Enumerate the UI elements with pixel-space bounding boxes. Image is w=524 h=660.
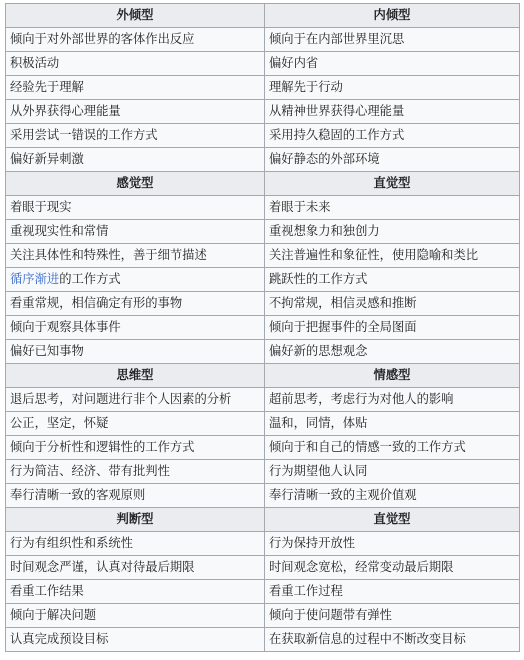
table-cell-right: 偏好静态的外部环境 bbox=[265, 148, 520, 172]
table-row bbox=[6, 292, 520, 316]
column-header-left: 判断型 bbox=[6, 508, 265, 532]
table-cell-right: 行为期望他人认同 bbox=[265, 460, 520, 484]
table-row bbox=[6, 340, 520, 364]
table-row bbox=[6, 484, 520, 508]
table-row bbox=[6, 532, 520, 556]
section-header-row bbox=[6, 172, 520, 196]
table-row bbox=[6, 460, 520, 484]
table-cell-left: 偏好新异刺激 bbox=[6, 148, 265, 172]
table-cell-right: 奉行清晰一致的主观价值观 bbox=[265, 484, 520, 508]
table-cell-right: 着眼于未来 bbox=[265, 196, 520, 220]
table-cell-left: 奉行清晰一致的客观原则 bbox=[6, 484, 265, 508]
table-cell-right: 偏好新的思想观念 bbox=[265, 340, 520, 364]
table-cell-left: 倾向于分析性和逻辑性的工作方式 bbox=[6, 436, 265, 460]
table-cell-left: 认真完成预设目标 bbox=[6, 628, 265, 652]
table-cell-left bbox=[6, 268, 265, 292]
column-header-right: 直觉型 bbox=[265, 508, 520, 532]
table-row bbox=[6, 604, 520, 628]
column-header-right: 内倾型 bbox=[265, 4, 520, 28]
table-cell-left: 公正，坚定，怀疑 bbox=[6, 412, 265, 436]
table-row bbox=[6, 76, 520, 100]
wiki-link[interactable]: 循序渐进 bbox=[10, 272, 60, 286]
table-cell-right: 时间观念宽松，经常变动最后期限 bbox=[265, 556, 520, 580]
table-cell-left: 偏好已知事物 bbox=[6, 340, 265, 364]
table-cell-left: 行为有组织性和系统性 bbox=[6, 532, 265, 556]
column-header-left: 感觉型 bbox=[6, 172, 265, 196]
table-cell-right: 不拘常规，相信灵感和推断 bbox=[265, 292, 520, 316]
table-row bbox=[6, 100, 520, 124]
table-cell-right: 采用持久稳固的工作方式 bbox=[265, 124, 520, 148]
column-header-left: 外倾型 bbox=[6, 4, 265, 28]
table-cell-right: 看重工作过程 bbox=[265, 580, 520, 604]
column-header-right: 直觉型 bbox=[265, 172, 520, 196]
table-cell-right: 温和，同情，体贴 bbox=[265, 412, 520, 436]
table-cell-left: 倾向于对外部世界的客体作出反应 bbox=[6, 28, 265, 52]
table-cell-right: 重视想象力和独创力 bbox=[265, 220, 520, 244]
table-cell-left: 行为简洁、经济、带有批判性 bbox=[6, 460, 265, 484]
table-cell-left: 着眼于现实 bbox=[6, 196, 265, 220]
table-cell-right: 偏好内省 bbox=[265, 52, 520, 76]
cell-text: 的工作方式 bbox=[59, 272, 121, 286]
personality-type-table bbox=[5, 3, 520, 652]
table-cell-left: 重视现实性和常情 bbox=[6, 220, 265, 244]
table-row bbox=[6, 436, 520, 460]
table-row bbox=[6, 580, 520, 604]
table-cell-left: 从外界获得心理能量 bbox=[6, 100, 265, 124]
table-cell-right: 在获取新信息的过程中不断改变目标 bbox=[265, 628, 520, 652]
table-row bbox=[6, 52, 520, 76]
section-header-row bbox=[6, 508, 520, 532]
table-cell-right: 倾向于和自己的情感一致的工作方式 bbox=[265, 436, 520, 460]
section-header-row bbox=[6, 364, 520, 388]
table-row bbox=[6, 148, 520, 172]
table-cell-right: 倾向于把握事件的全局图面 bbox=[265, 316, 520, 340]
table-cell-left: 倾向于观察具体事件 bbox=[6, 316, 265, 340]
table-cell-right: 倾向于使问题带有弹性 bbox=[265, 604, 520, 628]
table-row bbox=[6, 196, 520, 220]
table-row bbox=[6, 124, 520, 148]
column-header-right: 情感型 bbox=[265, 364, 520, 388]
table-cell-right: 理解先于行动 bbox=[265, 76, 520, 100]
section-header-row bbox=[6, 4, 520, 28]
table-row bbox=[6, 244, 520, 268]
table-cell-left: 退后思考，对问题进行非个人因素的分析 bbox=[6, 388, 265, 412]
table-cell-right: 倾向于在内部世界里沉思 bbox=[265, 28, 520, 52]
table-row bbox=[6, 28, 520, 52]
table-cell-left: 关注具体性和特殊性，善于细节描述 bbox=[6, 244, 265, 268]
table-row bbox=[6, 388, 520, 412]
table-row bbox=[6, 556, 520, 580]
table-cell-left: 时间观念严谨，认真对待最后期限 bbox=[6, 556, 265, 580]
table-cell-right: 跳跃性的工作方式 bbox=[265, 268, 520, 292]
table-cell-left: 采用尝试一错误的工作方式 bbox=[6, 124, 265, 148]
table-cell-left: 看重常规，相信确定有形的事物 bbox=[6, 292, 265, 316]
table-cell-left: 看重工作结果 bbox=[6, 580, 265, 604]
table-row bbox=[6, 220, 520, 244]
table-row bbox=[6, 316, 520, 340]
table-row bbox=[6, 628, 520, 652]
table-cell-left: 积极活动 bbox=[6, 52, 265, 76]
table-row bbox=[6, 412, 520, 436]
table-row bbox=[6, 268, 520, 292]
table-cell-left: 倾向于解决问题 bbox=[6, 604, 265, 628]
table-cell-left: 经验先于理解 bbox=[6, 76, 265, 100]
table-cell-right: 超前思考，考虑行为对他人的影响 bbox=[265, 388, 520, 412]
table-cell-right: 行为保持开放性 bbox=[265, 532, 520, 556]
table-cell-right: 关注普遍性和象征性，使用隐喻和类比 bbox=[265, 244, 520, 268]
table-cell-right: 从精神世界获得心理能量 bbox=[265, 100, 520, 124]
column-header-left: 思维型 bbox=[6, 364, 265, 388]
